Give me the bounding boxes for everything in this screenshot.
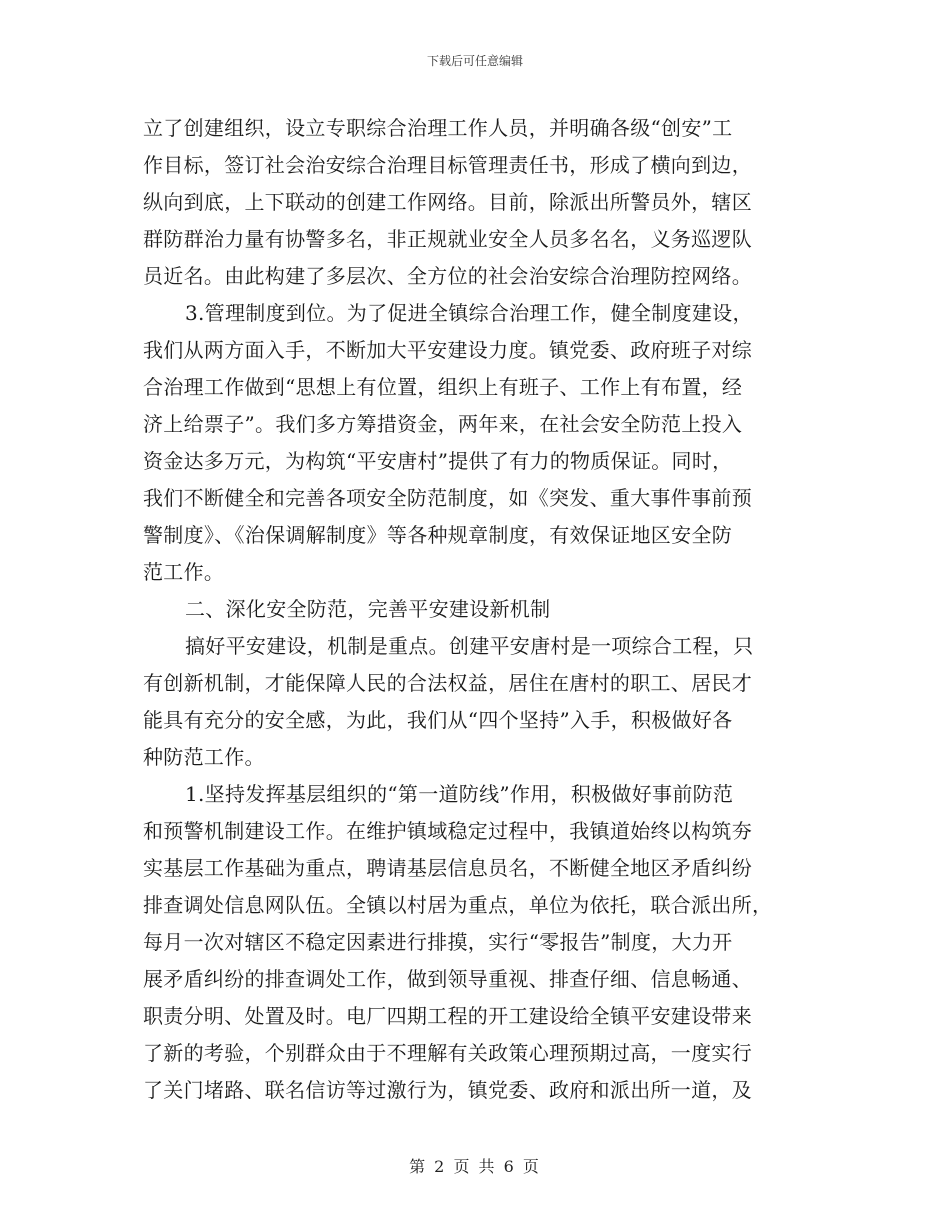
text-line: 每月一次对辖区不稳定因素进行排摸，实行“零报告”制度，大力开 (143, 930, 733, 954)
page-footer: 第 2 页 共 6 页 (409, 1157, 541, 1176)
text-line: 员近名。由此构建了多层次、全方位的社会治安综合治理防控网络。 (143, 264, 752, 288)
text-line: 实基层工作基础为重点，聘请基层信息员名，不断健全地区矛盾纠纷 (143, 856, 752, 880)
text-line: 1.坚持发挥基层组织的“第一道防线”作用，积极做好事前防范 (185, 782, 734, 806)
text-line: 3.管理制度到位。为了促进全镇综合治理工作，健全制度建设， (185, 301, 753, 325)
text-line: 我们不断健全和完善各项安全防范制度，如《突发、重大事件事前预 (143, 486, 752, 510)
text-line: 济上给票子”。我们多方筹措资金，两年来，在社会安全防范上投入 (143, 412, 743, 436)
text-line: 二、深化安全防范，完善平安建设新机制 (185, 597, 551, 621)
text-line: 种防范工作。 (143, 745, 265, 769)
text-line: 作目标，签订社会治安综合治理目标管理责任书，形成了横向到边， (143, 153, 752, 177)
text-line: 资金达多万元，为构筑“平安唐村”提供了有力的物质保证。同时， (143, 449, 733, 473)
text-line: 了新的考验，个别群众由于不理解有关政策心理预期过高，一度实行 (143, 1041, 752, 1065)
text-line: 警制度》、《治保调解制度》等各种规章制度，有效保证地区安全防 (143, 523, 732, 547)
text-line: 能具有充分的安全感，为此，我们从“四个坚持”入手，积极做好各 (143, 708, 733, 732)
text-line: 展矛盾纠纷的排查调处工作，做到领导重视、排查仔细、信息畅通、 (143, 967, 752, 991)
text-line: 群防群治力量有协警多名，非正规就业安全人员多名名，义务巡逻队 (143, 227, 752, 251)
text-line: 我们从两方面入手，不断加大平安建设力度。镇党委、政府班子对综 (143, 338, 752, 362)
text-line: 和预警机制建设工作。在维护镇域稳定过程中，我镇道始终以构筑夯 (143, 819, 752, 843)
text-line: 有创新机制，才能保障人民的合法权益，居住在唐村的职工、居民才 (143, 671, 752, 695)
text-line: 排查调处信息网队伍。全镇以村居为重点，单位为依托，联合派出所， (143, 893, 773, 917)
text-line: 范工作。 (143, 560, 225, 584)
document-body (143, 110, 808, 1109)
text-line: 立了创建组织，设立专职综合治理工作人员，并明确各级“创安”工 (143, 116, 733, 140)
text-line: 合治理工作做到“思想上有位置，组织上有班子、工作上有布置，经 (143, 375, 743, 399)
text-line: 搞好平安建设，机制是重点。创建平安唐村是一项综合工程，只 (185, 634, 754, 658)
text-line: 纵向到底，上下联动的创建工作网络。目前，除派出所警员外，辖区 (143, 190, 752, 214)
page-header: 下载后可任意编辑 (426, 54, 523, 68)
text-line: 了关门堵路、联名信访等过激行为，镇党委、政府和派出所一道，及 (143, 1078, 752, 1102)
text-line: 职责分明、处置及时。电厂四期工程的开工建设给全镇平安建设带来 (143, 1004, 752, 1028)
